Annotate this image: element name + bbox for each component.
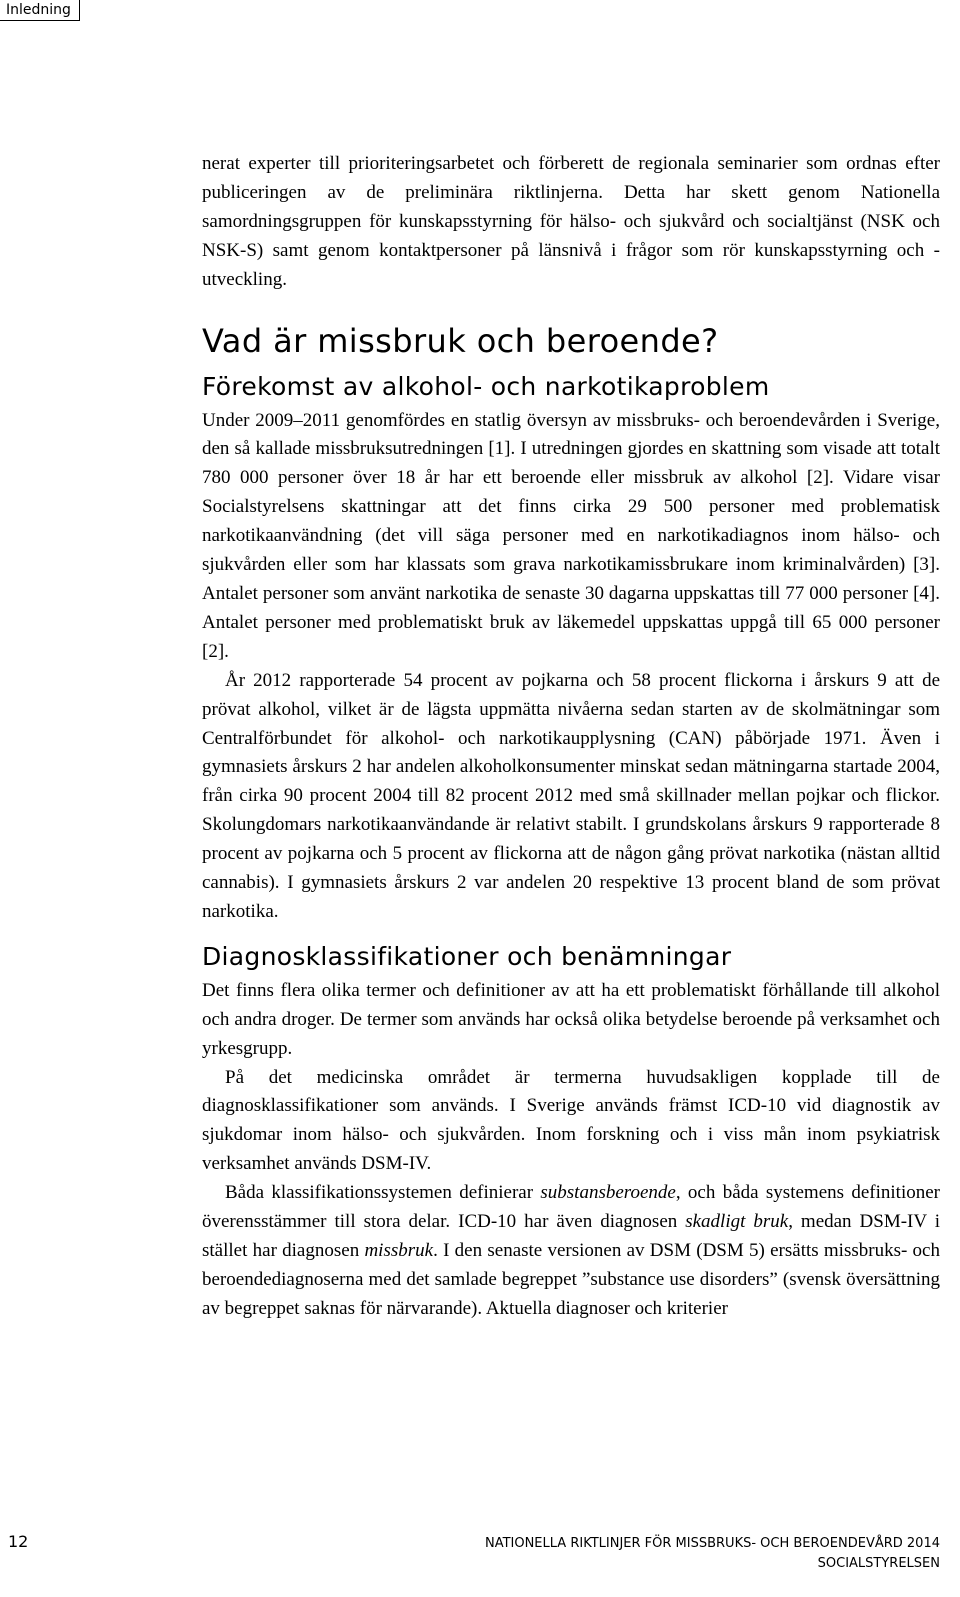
section-tab: Inledning	[0, 0, 80, 21]
diagnoses-paragraph-3	[202, 1179, 940, 1324]
text-run: Båda klassifikationssystemen definierar	[225, 1182, 541, 1204]
section-heading: Vad är missbruk och beroende?	[202, 321, 719, 360]
text-run: . I den senaste versionen av DSM (DSM 5) ersätts missbruks- och beroendediagnoserna med det samlade begreppet ”substance use disorders” (svensk översättning av begreppet saknas för närvarande). Aktuella diagnoser och kriterier	[202, 1240, 940, 1319]
publication-title: NATIONELLA RIKTLINJER FÖR MISSBRUKS- OCH BEROENDEVÅRD 2014	[484, 1536, 940, 1551]
footer-publication	[485, 1534, 940, 1574]
prevalence-paragraph-1: Under 2009–2011 genomfördes en statlig översyn av missbruks- och beroendevården i Sverige, den så kallade missbruksutredningen [1]. I utredningen gjordes en skattning som visade att totalt 780 000 personer över 18 år har ett beroende eller missbruk av alkohol [2]. Vidare visar Socialstyrelsens skattningar att det finns cirka 29 500 personer med problematisk narkotikaanvändning (det vill säga personer med en narkotikadiagnos inom hälso- och sjukvården eller som har klassats som grava narkotikamissbrukare inom kriminalvården) [3]. Antalet personer som använt narkotika de senaste 30 dagarna uppskattas till 77 000 personer [4]. Antalet personer med problematiskt bruk av läkemedel uppskattas uppgå till 65 000 personer [2].	[202, 409, 940, 662]
intro-paragraph: nerat experter till prioriteringsarbetet och förberett de regionala seminarier som ordnas efter publiceringen av de preliminära riktlinjerna. Detta har skett genom Nationella samordningsgruppen för kunskapsstyrning för hälso- och sjukvård och socialtjänst (NSK och NSK-S) samt genom kontaktpersoner på länsnivå i frågor som rör kunskapsstyrning och -utveckling.	[202, 153, 940, 290]
publisher-name: SOCIALSTYRELSEN	[817, 1556, 940, 1571]
text-run: , medan DSM-IV i stället har diagnosen	[202, 1211, 940, 1261]
subheading-prevalence: Förekomst av alkohol- och narkotikaproblem	[202, 371, 770, 401]
diagnoses-paragraph-1: Det finns flera olika termer och definitioner av att ha ett problematiskt förhållande till alkohol och andra droger. De termer som används har också olika betydelse beroende på verksamhet och yrkesgrupp.	[202, 979, 940, 1059]
diagnoses-paragraph-2: På det medicinska området är termerna huvudsakligen kopplade till de diagnosklassifikationer som används. I Sverige används främst ICD-10 vid diagnostik av sjukdomar inom hälso- och sjukvården. Inom forskning och i viss mån inom psykiatrisk verksamhet används DSM-IV.	[202, 1066, 940, 1175]
subheading-diagnoses: Diagnosklassifikationer och benämningar	[202, 941, 732, 971]
term-substansberoende: substansberoende	[540, 1182, 676, 1204]
prevalence-paragraph-2: År 2012 rapporterade 54 procent av pojkarna och 58 procent flickorna i årskurs 9 att de prövat alkohol, vilket är de lägsta uppmätta nivåerna sedan starten av de skolmätningar som Centralförbundet för alkohol- och narkotikaupplysning (CAN) påbörjade 1971. Även i gymnasiets årskurs 2 har andelen alkoholkonsumenter minskat sedan mätningarna startade 2004, från cirka 90 procent 2004 till 82 procent 2012 med små skillnader mellan pojkar och flickor. Skolungdomars narkotikaanvändande är relativt stabilt. I grundskolans årskurs 9 rapporterade 8 procent av pojkarna och 5 procent av flickorna att de någon gång prövat narkotika (nästan alltid cannabis). I gymnasiets årskurs 2 var andelen 20 respektive 13 procent bland de som prövat narkotika.	[202, 669, 940, 922]
page-number: 12	[8, 1532, 29, 1551]
term-skadligt-bruk: skadligt bruk	[685, 1211, 789, 1233]
page-content	[202, 150, 940, 1324]
text-run: , och båda systemens definitioner överensstämmer till stora delar. ICD-10 har även diagnosen	[202, 1182, 941, 1233]
term-missbruk: missbruk	[364, 1240, 434, 1261]
